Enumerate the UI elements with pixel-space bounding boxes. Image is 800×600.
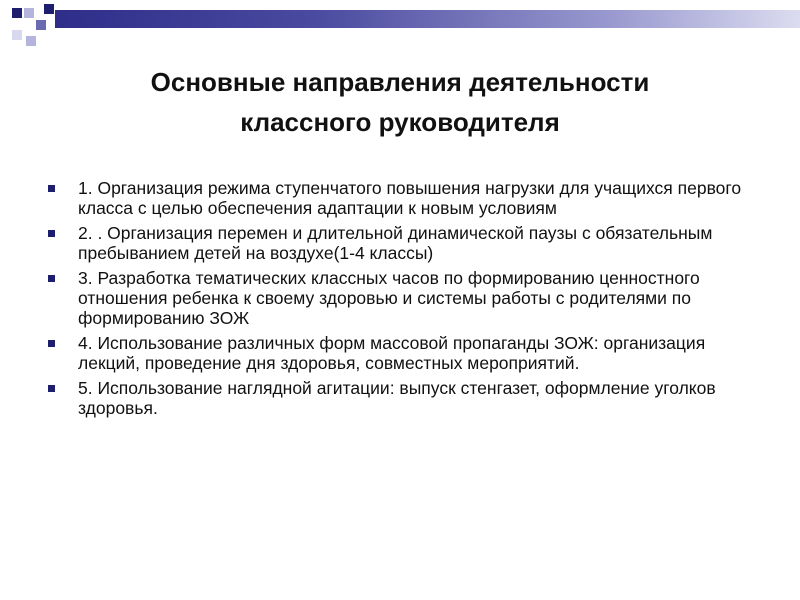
square-bullet-icon	[48, 340, 55, 347]
list-item	[48, 178, 748, 218]
list-item	[48, 378, 748, 418]
square-bullet-icon	[48, 230, 55, 237]
square-bullet-icon	[48, 275, 55, 282]
bullet-list	[48, 178, 748, 423]
square-bullet-icon	[48, 385, 55, 392]
list-item-text: 1. Организация режима ступенчатого повышения нагрузки для учащихся первого класса с целью обеспечения адаптации к новым условиям	[78, 178, 742, 218]
slide-title	[40, 62, 760, 142]
list-item	[48, 268, 748, 328]
list-item-text: 3. Разработка тематических классных часов по формированию ценностного отношения ребенка к своему здоровью и системы работы с родителями по формированию ЗОЖ	[78, 268, 700, 328]
header-gradient-bar	[55, 10, 800, 28]
slide-title-line2: классного руководителя	[240, 107, 560, 137]
list-item-text: 5. Использование наглядной агитации: выпуск стенгазет, оформление уголков здоровья.	[78, 378, 716, 418]
list-item-text: 2. . Организация перемен и длительной динамической паузы с обязательным пребыванием детей на воздухе(1-4 классы)	[78, 223, 713, 263]
list-item	[48, 333, 748, 373]
square-bullet-icon	[48, 185, 55, 192]
slide-title-line1: Основные направления деятельности	[150, 67, 650, 97]
list-item-text: 4. Использование различных форм массовой пропаганды ЗОЖ: организация лекций, проведение дня здоровья, совместных мероприятий.	[78, 333, 706, 373]
list-item	[48, 223, 748, 263]
